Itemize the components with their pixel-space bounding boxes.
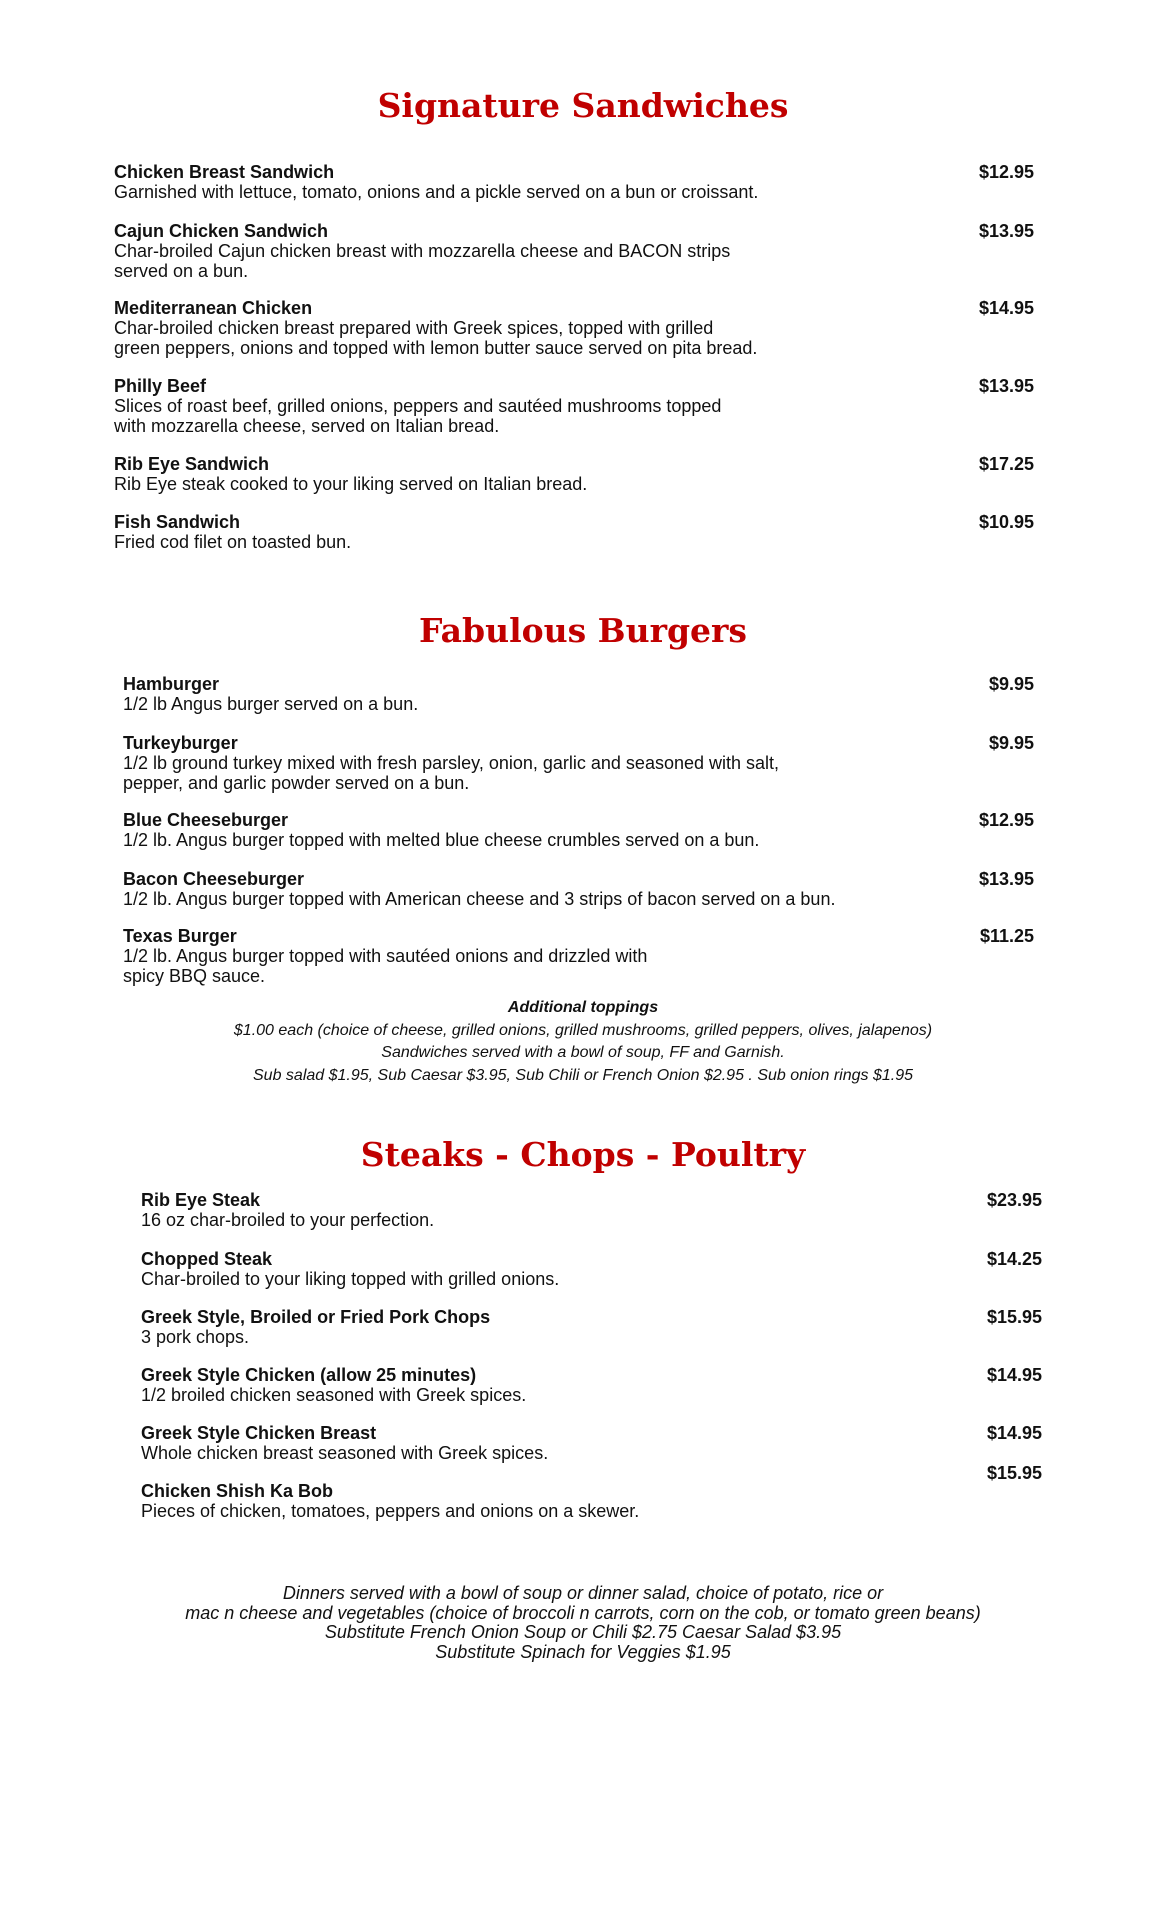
item-name: Rib Eye Steak <box>141 1190 261 1210</box>
menu-item-greek-style-chicken <box>141 1365 1042 1405</box>
item-description-line-1: 1/2 lb ground turkey mixed with fresh parsley, onion, garlic and seasoned with salt, <box>123 753 780 773</box>
item-name: Turkeyburger <box>123 733 238 753</box>
item-price: $9.95 <box>988 733 1034 753</box>
item-name: Chicken Shish Ka Bob <box>141 1481 334 1501</box>
menu-item-blue-cheeseburger <box>123 810 1034 850</box>
item-name: Cajun Chicken Sandwich <box>114 221 329 241</box>
menu-item-philly-beef <box>114 376 1034 436</box>
item-description: Fried cod filet on toasted bun. <box>114 532 352 552</box>
item-name: Hamburger <box>123 674 220 694</box>
item-description: 1/2 lb Angus burger served on a bun. <box>123 694 419 714</box>
item-price-chicken-shish-ka-bob: $15.95 <box>986 1463 1042 1483</box>
item-price: $14.95 <box>978 298 1034 318</box>
item-description: Char-broiled to your liking topped with grilled onions. <box>141 1269 560 1289</box>
item-description-line-1: Slices of roast beef, grilled onions, peppers and sautéed mushrooms topped <box>114 396 722 416</box>
item-name: Blue Cheeseburger <box>123 810 289 830</box>
menu-item-hamburger <box>123 674 1034 714</box>
item-description: Whole chicken breast seasoned with Greek spices. <box>141 1443 549 1463</box>
item-name: Bacon Cheeseburger <box>123 869 305 889</box>
item-price: $13.95 <box>978 221 1034 241</box>
menu-item-greek-pork-chops <box>141 1307 1042 1347</box>
item-price: $13.95 <box>978 869 1034 889</box>
item-name: Greek Style, Broiled or Fried Pork Chops <box>141 1307 491 1327</box>
item-price: $23.95 <box>986 1190 1042 1210</box>
item-price: $14.25 <box>986 1249 1042 1269</box>
item-description: 16 oz char-broiled to your perfection. <box>141 1210 435 1230</box>
item-description-line-2: green peppers, onions and topped with lemon butter sauce served on pita bread. <box>114 338 758 358</box>
toppings-line: Sandwiches served with a bowl of soup, FF and Garnish. <box>381 1044 785 1061</box>
item-description-line-1: Char-broiled Cajun chicken breast with mozzarella cheese and BACON strips <box>114 241 731 261</box>
item-price: $13.95 <box>978 376 1034 396</box>
item-description-line-2: pepper, and garlic powder served on a bun. <box>123 773 470 793</box>
menu-item-chicken-breast-sandwich <box>114 162 1034 202</box>
item-description-line-2: spicy BBQ sauce. <box>123 966 266 986</box>
toppings-line: $1.00 each (choice of cheese, grilled onions, grilled mushrooms, grilled peppers, olives, jalapenos) <box>233 1021 933 1039</box>
toppings-line: Sub salad $1.95, Sub Caesar $3.95, Sub Chili or French Onion $2.95 . Sub onion rings $1.95 <box>253 1066 913 1084</box>
item-description: 1/2 lb. Angus burger topped with American cheese and 3 strips of bacon served on a bun. <box>123 889 836 909</box>
item-name: Mediterranean Chicken <box>114 298 313 318</box>
item-description-line-2: served on a bun. <box>114 261 249 281</box>
item-name: Fish Sandwich <box>114 512 241 532</box>
item-name: Philly Beef <box>114 376 207 396</box>
item-price: $15.95 <box>986 1307 1042 1327</box>
menu-item-cajun-chicken-sandwich <box>114 221 1034 281</box>
menu-item-greek-chicken-breast <box>141 1423 1042 1463</box>
item-price: $14.95 <box>986 1365 1042 1385</box>
item-name: Texas Burger <box>123 926 237 946</box>
dinners-line: Dinners served with a bowl of soup or dinner salad, choice of potato, rice or <box>282 1583 884 1603</box>
item-description: 1/2 lb. Angus burger topped with melted blue cheese crumbles served on a bun. <box>123 830 760 850</box>
item-description: Garnished with lettuce, tomato, onions and a pickle served on a bun or croissant. <box>114 182 759 202</box>
item-description: Pieces of chicken, tomatoes, peppers and onions on a skewer. <box>141 1501 640 1521</box>
section-title-sandwiches: Signature Sandwiches <box>377 86 789 125</box>
item-price: $10.95 <box>978 512 1034 532</box>
menu-item-rib-eye-steak <box>141 1190 1042 1230</box>
item-description-line-1: Char-broiled chicken breast prepared with Greek spices, topped with grilled <box>114 318 714 338</box>
section-title-steaks: Steaks - Chops - Poultry <box>360 1135 806 1174</box>
dinners-line: Substitute French Onion Soup or Chili $2.75 Caesar Salad $3.95 <box>324 1622 842 1642</box>
menu-item-bacon-cheeseburger <box>123 869 1034 909</box>
item-description-line-2: with mozzarella cheese, served on Italian bread. <box>114 416 500 436</box>
menu-item-texas-burger <box>123 926 1034 986</box>
toppings-title: Additional toppings <box>507 999 659 1016</box>
dinners-note <box>0 1584 1166 1662</box>
additional-toppings-note <box>0 997 1166 1087</box>
item-description: 3 pork chops. <box>141 1327 250 1347</box>
menu-item-chicken-shish-ka-bob <box>141 1481 1042 1521</box>
item-price: $17.25 <box>978 454 1034 474</box>
item-name: Greek Style Chicken Breast <box>141 1423 377 1443</box>
item-price: $12.95 <box>978 810 1034 830</box>
dinners-line: Substitute Spinach for Veggies $1.95 <box>435 1641 731 1662</box>
item-price: $12.95 <box>978 162 1034 182</box>
item-name: Chopped Steak <box>141 1249 273 1269</box>
menu-item-rib-eye-sandwich <box>114 454 1034 494</box>
item-description: Rib Eye steak cooked to your liking served on Italian bread. <box>114 474 588 494</box>
item-description: 1/2 broiled chicken seasoned with Greek spices. <box>141 1385 527 1405</box>
menu-item-mediterranean-chicken <box>114 298 1034 358</box>
item-name: Greek Style Chicken (allow 25 minutes) <box>141 1365 477 1385</box>
item-name: Chicken Breast Sandwich <box>114 162 335 182</box>
dinners-line: mac n cheese and vegetables (choice of broccoli n carrots, corn on the cob, or tomato green beans) <box>185 1602 981 1623</box>
item-description-line-1: 1/2 lb. Angus burger topped with sautéed onions and drizzled with <box>123 946 648 966</box>
menu-item-chopped-steak <box>141 1249 1042 1289</box>
menu-item-turkeyburger <box>123 733 1034 793</box>
item-price: $14.95 <box>986 1423 1042 1443</box>
menu-item-fish-sandwich <box>114 512 1034 552</box>
section-title-burgers: Fabulous Burgers <box>419 611 747 650</box>
item-price: $11.25 <box>979 926 1034 946</box>
item-name: Rib Eye Sandwich <box>114 454 270 474</box>
item-price: $9.95 <box>988 674 1034 694</box>
